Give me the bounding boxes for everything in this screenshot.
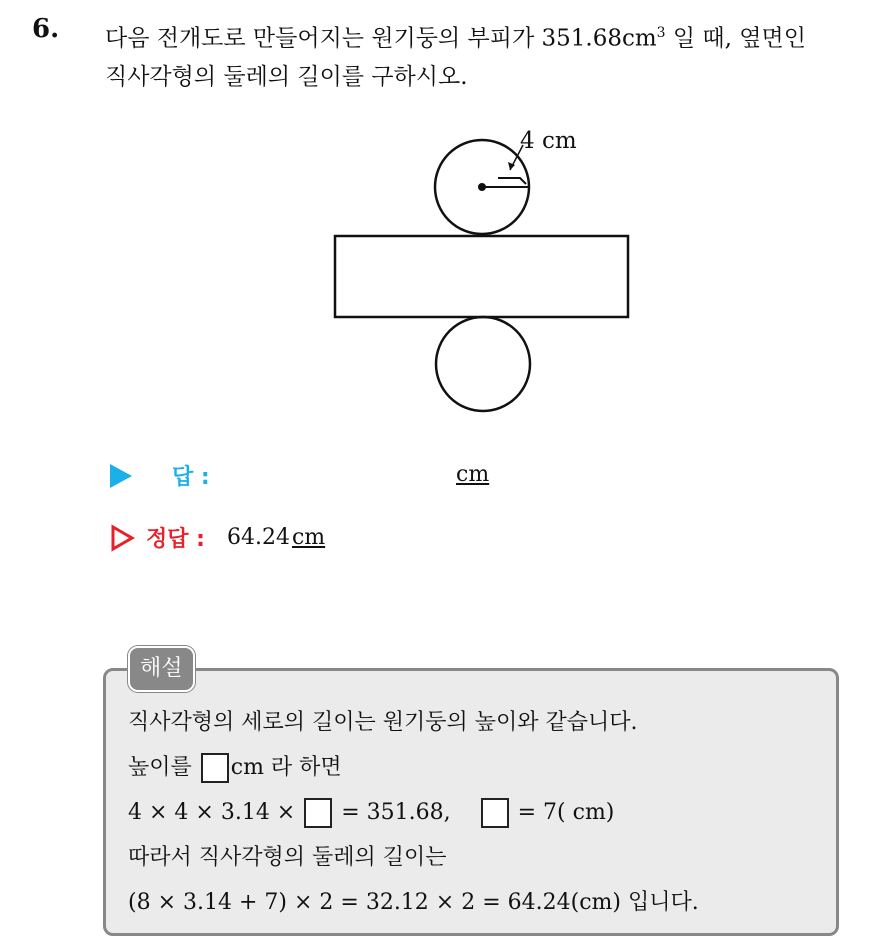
question-text [105, 14, 875, 96]
blank-box [481, 798, 509, 828]
blank-box [201, 753, 229, 783]
center-dot [478, 183, 486, 191]
radius-label: 4 cm [520, 128, 577, 154]
radius-bracket [498, 178, 526, 184]
correct-answer-row [110, 522, 325, 553]
explanation-tab: 해설 [128, 646, 195, 692]
explanation-line-4: 따라서 직사각형의 둘레의 길이는 [128, 845, 447, 870]
correct-unit: cm [291, 525, 326, 550]
question-line-2: 직사각형의 둘레의 길이를 구하시오. [105, 63, 468, 90]
explanation-line-2: 높이를 cm 라 하면 [128, 748, 699, 793]
triangle-outline-icon [110, 524, 136, 552]
answer-unit: cm [456, 462, 490, 487]
question-number: 6. [32, 14, 60, 44]
correct-label: 정답 : [146, 527, 205, 552]
explanation-line-1: 직사각형의 세로의 길이는 원기둥의 높이와 같습니다. [128, 710, 638, 735]
correct-value: 64.24 [226, 525, 290, 550]
question-line-1: 다음 전개도로 만들어지는 원기둥의 부피가 $351.68cm^3$ 일 때, 옆면인 [105, 25, 806, 52]
blank-box [304, 798, 332, 828]
triangle-solid-icon [110, 464, 132, 488]
answer-row [110, 460, 490, 491]
cylinder-net-figure [320, 120, 640, 420]
superscript: 3 [656, 25, 666, 41]
explanation-text [128, 703, 699, 928]
side-rectangle [335, 236, 628, 317]
explanation-line-5: (8 × 3.14 + 7) × 2 = 32.12 × 2 = 64.24(cm) 입니다. [128, 890, 699, 915]
bottom-circle [436, 317, 530, 411]
correct-value-wrap [227, 525, 325, 550]
explanation-line-3: 4 × 4 × 3.14 × = 351.68, = 7( cm) [128, 793, 699, 838]
answer-label: 답 : [172, 465, 210, 490]
